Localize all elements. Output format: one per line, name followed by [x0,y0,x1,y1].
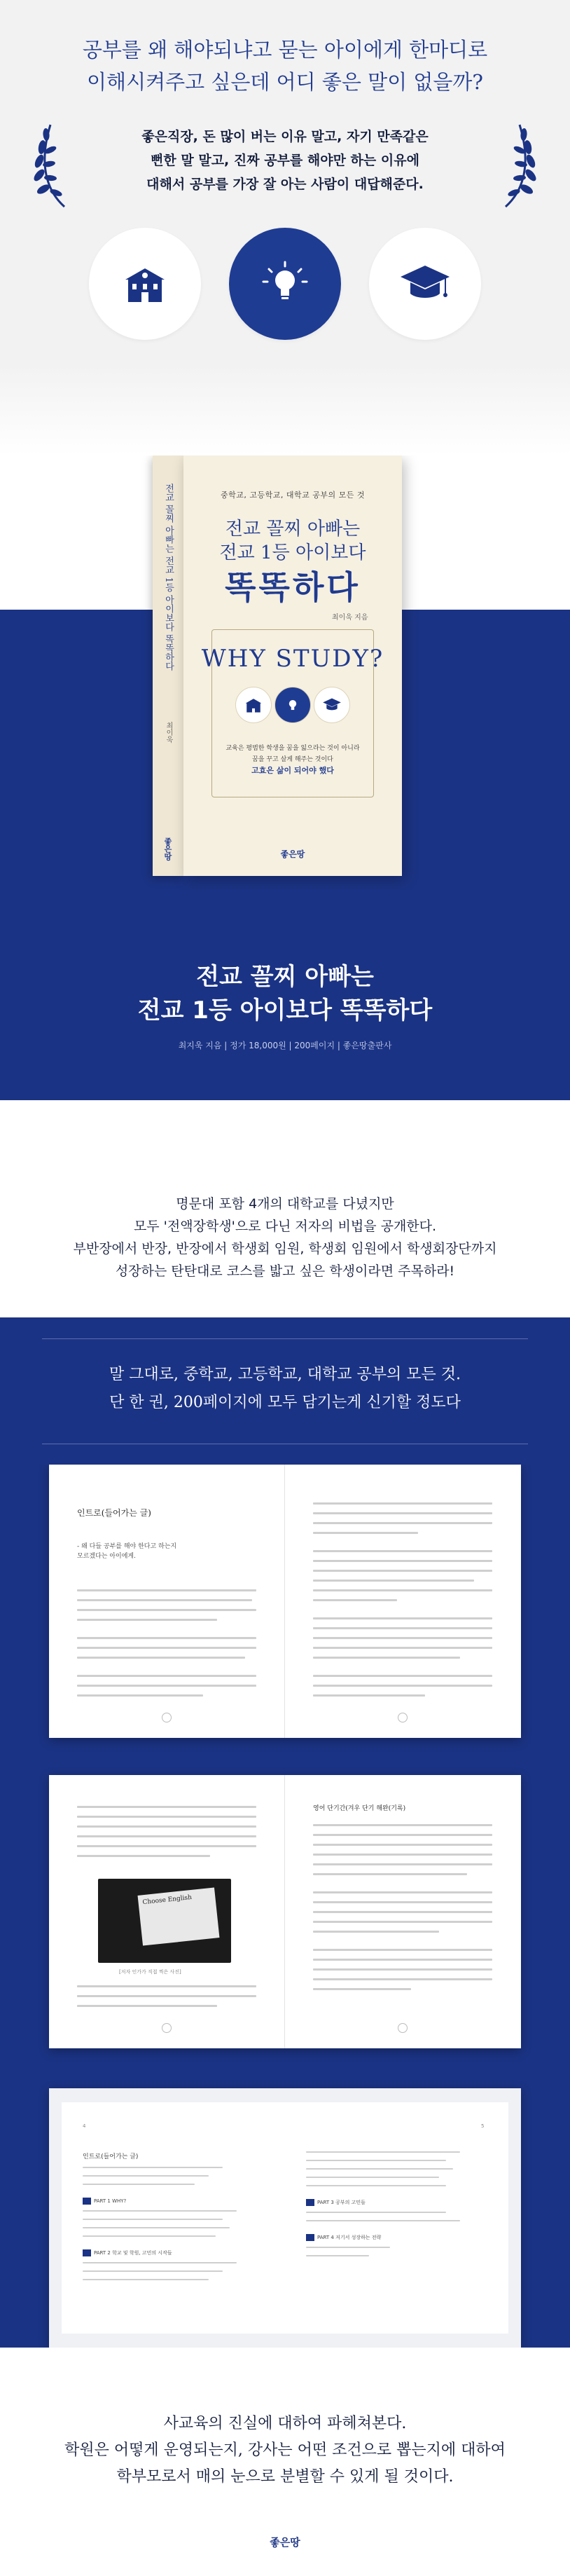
text-line [77,2005,217,2007]
page-number-icon [162,1713,172,1722]
text-line [313,1931,439,1933]
text-line [306,2177,439,2178]
spreads-section [0,1465,570,2348]
spread-1-right-page [285,1465,521,1738]
cover-title-line-2: 전교 1등 아이보다 [219,542,366,563]
text-line [77,1675,256,1677]
toc-marker-icon [83,2198,91,2205]
lightbulb-circle [229,228,341,340]
toc-part-2-label: PART 2 학교 및 학원, 고민의 시작들 [94,2250,172,2256]
cover-subtitle: WHY STUDY? [201,645,384,673]
spread-2-left-page [49,1775,285,2048]
spread-1-quote-line-1: - 왜 다들 공부를 해야 한다고 하는지 [77,1543,177,1550]
text-line [77,1825,256,1828]
cover-tagline: 중학교, 고등학교, 대학교 공부의 모든 것 [221,491,365,500]
publisher-logo: 좋은땅 [270,2536,300,2549]
book-title [0,960,570,1027]
text-line [306,2160,446,2161]
graduation-circle [369,228,481,340]
spread-1-quote [77,1542,176,1561]
quote-line-2: 단 한 권, 200페이지에 모두 담기는게 신기할 정도다 [109,1394,461,1411]
text-line [306,2255,369,2256]
cover-lightbulb-circle [274,687,311,723]
toc-left-page [62,2102,285,2334]
hero-section [0,0,570,455]
toc-part-4-label: PART 4 저기서 성장하는 전략 [317,2235,382,2240]
intro-section [0,1100,570,1317]
text-line [77,1985,256,1987]
text-line [313,1502,492,1505]
text-line [313,1834,492,1836]
cover-school-circle [235,687,272,723]
photo-caption: [저자 인가가 직접 찍은 사진] [119,1969,181,1975]
text-line [313,1589,492,1591]
text-line [77,1685,256,1687]
outro-line-2: 학원은 어떻게 운영되는지, 강사는 어떤 조건으로 뽑는지에 대하여 [64,2441,506,2459]
text-line [313,1911,492,1913]
intro-copy [0,1193,570,1282]
book-meta: 최지욱 지음 | 정가 18,000원 | 200페이지 | 좋은땅출판사 [178,1041,392,1050]
text-line [77,1619,217,1621]
intro-line-1: 명문대 포함 4개의 대학교를 다녔지만 [176,1196,394,1212]
hero-sub-line-3: 대해서 공부를 가장 잘 아는 사람이 대답해준다. [146,177,424,192]
text-line [313,1844,492,1846]
text-line [313,1512,492,1514]
laurel-left-icon [31,119,73,210]
text-line [83,2227,230,2228]
spread-photo [49,1775,521,2048]
quote-copy [0,1361,570,1417]
graduation-cap-icon [322,697,342,713]
text-line [306,2151,460,2153]
toc-page-number: 4 [83,2123,86,2129]
text-line [313,1968,492,1971]
cover-graduation-circle [314,687,350,723]
outro-section [0,2348,570,2576]
text-line [77,1637,256,1639]
text-line [313,1637,492,1639]
text-line [313,1580,474,1582]
hero-sub-line-2: 뻔한 말 말고, 진짜 공부를 해야만 하는 이유에 [151,153,419,168]
text-line [83,2235,216,2237]
spread-2-right-title: 영어 단기간(겨우 단기 해완(기록) [313,1805,406,1812]
text-line [313,1657,460,1659]
spine-author: 최이욱 [165,722,172,743]
text-line [306,2247,390,2248]
text-line [83,2219,223,2220]
book-title-line-1: 전교 꼴찌 아빠는 [196,963,374,991]
text-line [313,1550,492,1552]
laurel-right-icon [497,119,539,210]
text-line [313,1627,492,1629]
text-line [83,2167,223,2168]
toc-part-3-label: PART 3 공부의 고민들 [317,2200,366,2205]
text-line [77,1835,256,1837]
text-line [77,1845,256,1847]
book-cover [183,455,402,876]
hero-headline-line-2: 이해시켜주고 싶은데 어디 좋은 말이 없을까? [87,70,483,94]
text-line [306,2168,453,2170]
hero-subcopy [84,125,486,196]
toc-marker-icon [83,2249,91,2256]
text-line [313,1560,492,1562]
toc-pages [62,2102,508,2334]
school-circle [89,228,201,340]
text-line [313,1532,418,1534]
outro-line-3: 학부모로서 매의 눈으로 분별할 수 있게 될 것이다. [116,2468,454,2486]
cover-title-line-1: 전교 꼴찌 아빠는 [225,519,361,540]
lightbulb-icon [284,696,302,714]
toc-marker-icon [306,2199,314,2206]
text-line [83,2210,237,2212]
text-line [313,1685,492,1687]
quote-line-1: 말 그대로, 중학교, 고등학교, 대학교 공부의 모든 것. [109,1366,461,1383]
quote-section [0,1317,570,1465]
text-line [83,2279,209,2280]
spread-1-quote-line-2: 모르겠다는 아이에게. [77,1553,136,1560]
cover-icons [183,687,402,729]
intro-line-3: 부반장에서 반장, 반장에서 학생회 임원, 학생회 임원에서 학생회장단까지 [73,1241,497,1256]
text-line [77,1694,203,1697]
cover-author: 최이욱 지음 [332,614,368,622]
page-number-icon [398,1713,408,1722]
text-line [77,1806,256,1808]
text-line [83,2262,237,2263]
school-building-icon [244,696,263,714]
text-line [83,2270,223,2272]
text-line [313,1959,492,1961]
feature-icons [0,228,570,340]
cover-blurb [183,743,402,776]
text-line [77,1599,252,1601]
graduation-cap-icon [399,263,451,305]
text-line [313,1824,492,1826]
text-line [313,1522,492,1524]
spread-1-left-page [49,1465,285,1738]
text-line [306,2185,446,2186]
toc-page-number: 5 [481,2123,485,2129]
hero-headline [0,34,570,98]
text-line [313,1921,492,1923]
intro-line-4: 성장하는 탄탄대로 코스를 밟고 싶은 학생이라면 주목하라! [115,1263,455,1279]
cover-blurb-line-1: 교육은 평범한 학생을 꿈을 잃으라는 것이 아니라 [225,745,360,752]
outro-copy [0,2411,570,2491]
cover-blurb-line-3: 고효은 삶이 되어야 했다 [251,766,334,775]
spread-1-title: 인트로(들어가는 글) [77,1508,151,1518]
outro-line-1: 사교육의 진실에 대하여 파헤쳐본다. [163,2415,407,2432]
photo-card: Choose English [138,1887,220,1945]
toc-heading: 인트로(들어가는 글) [83,2153,139,2160]
spread-toc [49,2088,521,2348]
text-line [77,1855,210,1857]
spread-intro [49,1465,521,1738]
text-line [77,1589,256,1591]
text-line [77,1657,245,1659]
hero-headline-line-1: 공부를 왜 해야되냐고 묻는 아이에게 한마디로 [82,38,488,62]
text-line [313,1570,492,1572]
toc-part-1 [83,2198,126,2205]
wreath-block [0,112,570,217]
spine-publisher: 좋은땅 [163,837,172,861]
text-line [313,1694,425,1697]
cover-title-main: 똑똑하다 [225,568,361,606]
spread-2-right-page [285,1775,521,2048]
text-line [77,1816,256,1818]
text-line [313,1978,492,1980]
cover-blurb-line-2: 꿈을 꾸고 살게 해주는 것이다 [252,756,333,763]
toc-right-page [285,2102,508,2334]
text-line [313,1617,492,1619]
book-photo [98,1879,231,1963]
school-building-icon [123,261,167,306]
text-line [306,2212,446,2213]
toc-marker-icon [306,2234,314,2241]
text-line [313,1863,492,1865]
text-line [77,1609,256,1611]
hero-sub-line-1: 좋은직장, 돈 많이 버는 이유 말고, 자기 만족같은 [141,129,429,144]
toc-part-3 [306,2199,366,2206]
text-line [313,1647,492,1649]
lightbulb-icon [260,259,310,308]
text-line [313,1675,492,1677]
text-line [77,1995,256,1997]
hero-gradient [0,364,570,455]
text-line [313,1988,411,1990]
book-section [0,455,570,890]
text-line [313,1873,467,1875]
text-line [83,2175,209,2177]
text-line [313,1901,492,1903]
book-title-line-2: 전교 1등 아이보다 똑똑하다 [137,996,433,1025]
page-number-icon [398,2023,408,2033]
book-spine [153,455,183,876]
cover-publisher: 좋은땅 [280,849,305,859]
text-line [77,1647,256,1649]
text-line [313,1854,492,1856]
quote-rule-top [42,1338,528,1339]
text-line [313,1891,492,1893]
spine-title: 전교 꼴찌 아빠는 전교 1등 아이보다 똑똑하다 [163,484,174,671]
text-line [306,2220,460,2221]
toc-part-2 [83,2249,172,2256]
cover-title-top [183,517,402,565]
title-section [0,890,570,1100]
text-line [83,2184,195,2185]
text-line [313,1599,397,1601]
page-number-icon [162,2023,172,2033]
text-line [313,1949,492,1951]
toc-part-1-label: PART 1 WHY? [94,2198,127,2204]
intro-line-2: 모두 '전액장학생'으로 다닌 저자의 비법을 공개한다. [133,1219,437,1234]
toc-part-4 [306,2234,381,2241]
